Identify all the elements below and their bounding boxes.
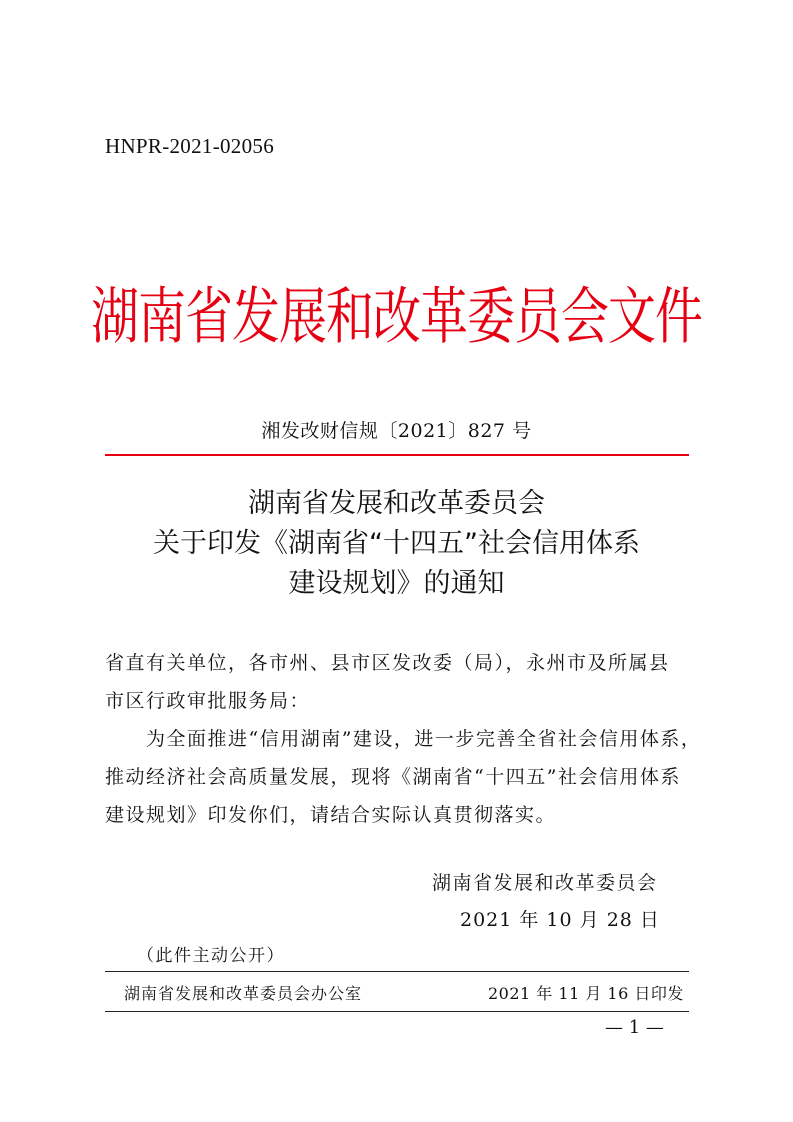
page-number: — 1 — [605,1017,664,1038]
recipients-line-2: 市区行政审批服务局： [105,690,311,712]
paragraph-line-1: 为全面推进“信用湖南”建设，进一步完善全省社会信用体系， [146,728,702,750]
footer-rule-bottom [105,1011,689,1012]
signature-date: 2021 年 10 月 28 日 [460,909,660,931]
document-code: HNPR-2021-02056 [105,134,275,158]
disclosure-note: （此件主动公开） [137,946,285,966]
recipients-line-1: 省直有关单位，各市州、县市区发改委（局），永州市及所属县 [105,652,670,674]
title-line-2: 关于印发《湖南省“十四五”社会信用体系 [153,528,640,559]
footer-rule-top [105,971,689,972]
title-line-1: 湖南省发展和改革委员会 [248,488,545,519]
signature-org: 湖南省发展和改革委员会 [432,872,658,894]
paragraph-line-2: 推动经济社会高质量发展，现将《湖南省“十四五”社会信用体系 [105,766,681,788]
notice-body [105,644,705,834]
file-number: 湘发改财信规〔2021〕827 号 [261,420,532,442]
paragraph-line-3: 建设规划》印发你们，请结合实际认真贯彻落实。 [105,804,557,826]
issuing-office: 湖南省发展和改革委员会办公室 [124,984,363,1003]
notice-title [0,484,793,604]
red-divider-line [105,454,689,456]
print-date: 2021 年 11 月 16 日印发 [488,984,684,1003]
title-line-3: 建设规划》的通知 [288,568,505,599]
red-header-title: 湖南省发展和改革委员会文件 [90,281,702,353]
